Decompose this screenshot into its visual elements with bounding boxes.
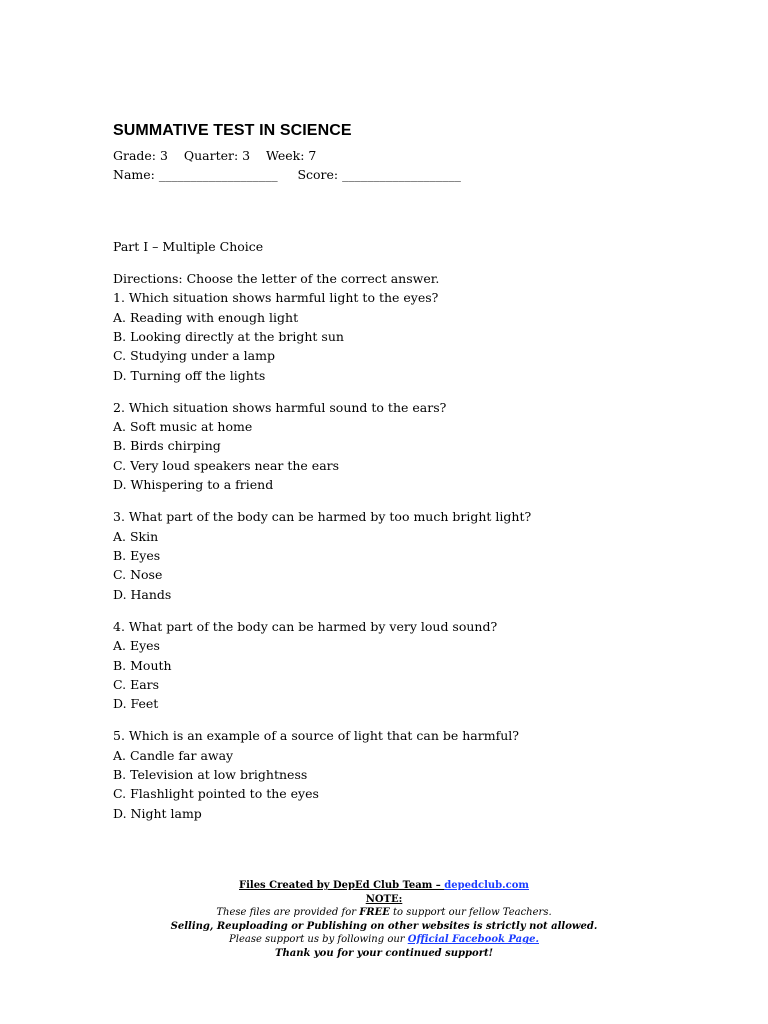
question-item — [113, 398, 673, 495]
choice: D. Whispering to a friend — [113, 477, 274, 493]
choice: B. Looking directly at the bright sun — [113, 328, 344, 344]
choice: C. Flashlight pointed to the eyes — [113, 786, 319, 802]
page-title: SUMMATIVE TEST IN SCIENCE — [113, 122, 352, 139]
choice: A. Eyes — [113, 638, 160, 654]
footer-support-line — [0, 933, 768, 947]
site-link[interactable]: depedclub.com — [444, 880, 529, 891]
footer-support-pre: Please support us by following our — [229, 934, 408, 946]
choice: A. Soft music at home — [113, 419, 253, 435]
footer-thanks-line: Thank you for your continued support! — [275, 947, 493, 959]
choice: D. Feet — [113, 696, 159, 712]
choice: D. Night lamp — [113, 805, 202, 821]
choice: A. Candle far away — [113, 747, 234, 763]
footer-free-word: FREE — [359, 907, 390, 919]
footer-notice — [0, 879, 768, 961]
choice: A. Skin — [113, 528, 159, 544]
footer-credit — [0, 879, 768, 893]
choice: B. Birds chirping — [113, 438, 221, 454]
footer-free-post: to support our fellow Teachers. — [389, 907, 552, 919]
question-text: 5. Which is an example of a source of light that can be harmful? — [113, 728, 519, 744]
choice: A. Reading with enough light — [113, 309, 299, 325]
footer-selling-line: Selling, Reuploading or Publishing on other websites is strictly not allowed. — [170, 920, 598, 932]
question-item — [113, 507, 673, 604]
grade-quarter-week: Grade: 3 Quarter: 3 Week: 7 — [113, 148, 317, 163]
question-text: 2. Which situation shows harmful sound to the ears? — [113, 399, 447, 415]
facebook-page-link[interactable]: Official Facebook Page. — [407, 934, 539, 946]
question-text: 4. What part of the body can be harmed by very loud sound? — [113, 618, 498, 634]
choice: B. Mouth — [113, 657, 172, 673]
footer-free-pre: These files are provided for — [216, 907, 360, 919]
choice: B. Television at low brightness — [113, 767, 308, 783]
choice: B. Eyes — [113, 548, 161, 563]
footer-credit-text: Files Created by DepEd Club Team – — [239, 880, 445, 891]
directions: Directions: Choose the letter of the correct answer. — [113, 270, 440, 286]
footer-note-label: NOTE: — [365, 893, 403, 905]
question-item — [113, 288, 673, 385]
question-list — [113, 288, 673, 823]
question-text: 1. Which situation shows harmful light to the eyes? — [113, 290, 439, 306]
choice: D. Hands — [113, 586, 172, 602]
footer-free-line — [0, 906, 768, 920]
choice: D. Turning off the lights — [113, 367, 266, 383]
name-score-line: Name: ___________________ Score: ___________________ — [113, 167, 461, 183]
question-text: 3. What part of the body can be harmed by too much bright light? — [113, 509, 532, 525]
choice: C. Studying under a lamp — [113, 348, 275, 364]
choice: C. Very loud speakers near the ears — [113, 457, 340, 473]
question-item — [113, 617, 673, 714]
test-page — [113, 122, 673, 823]
question-item — [113, 726, 673, 823]
choice: C. Nose — [113, 567, 163, 583]
choice: C. Ears — [113, 676, 160, 692]
part-heading: Part I – Multiple Choice — [113, 238, 264, 254]
